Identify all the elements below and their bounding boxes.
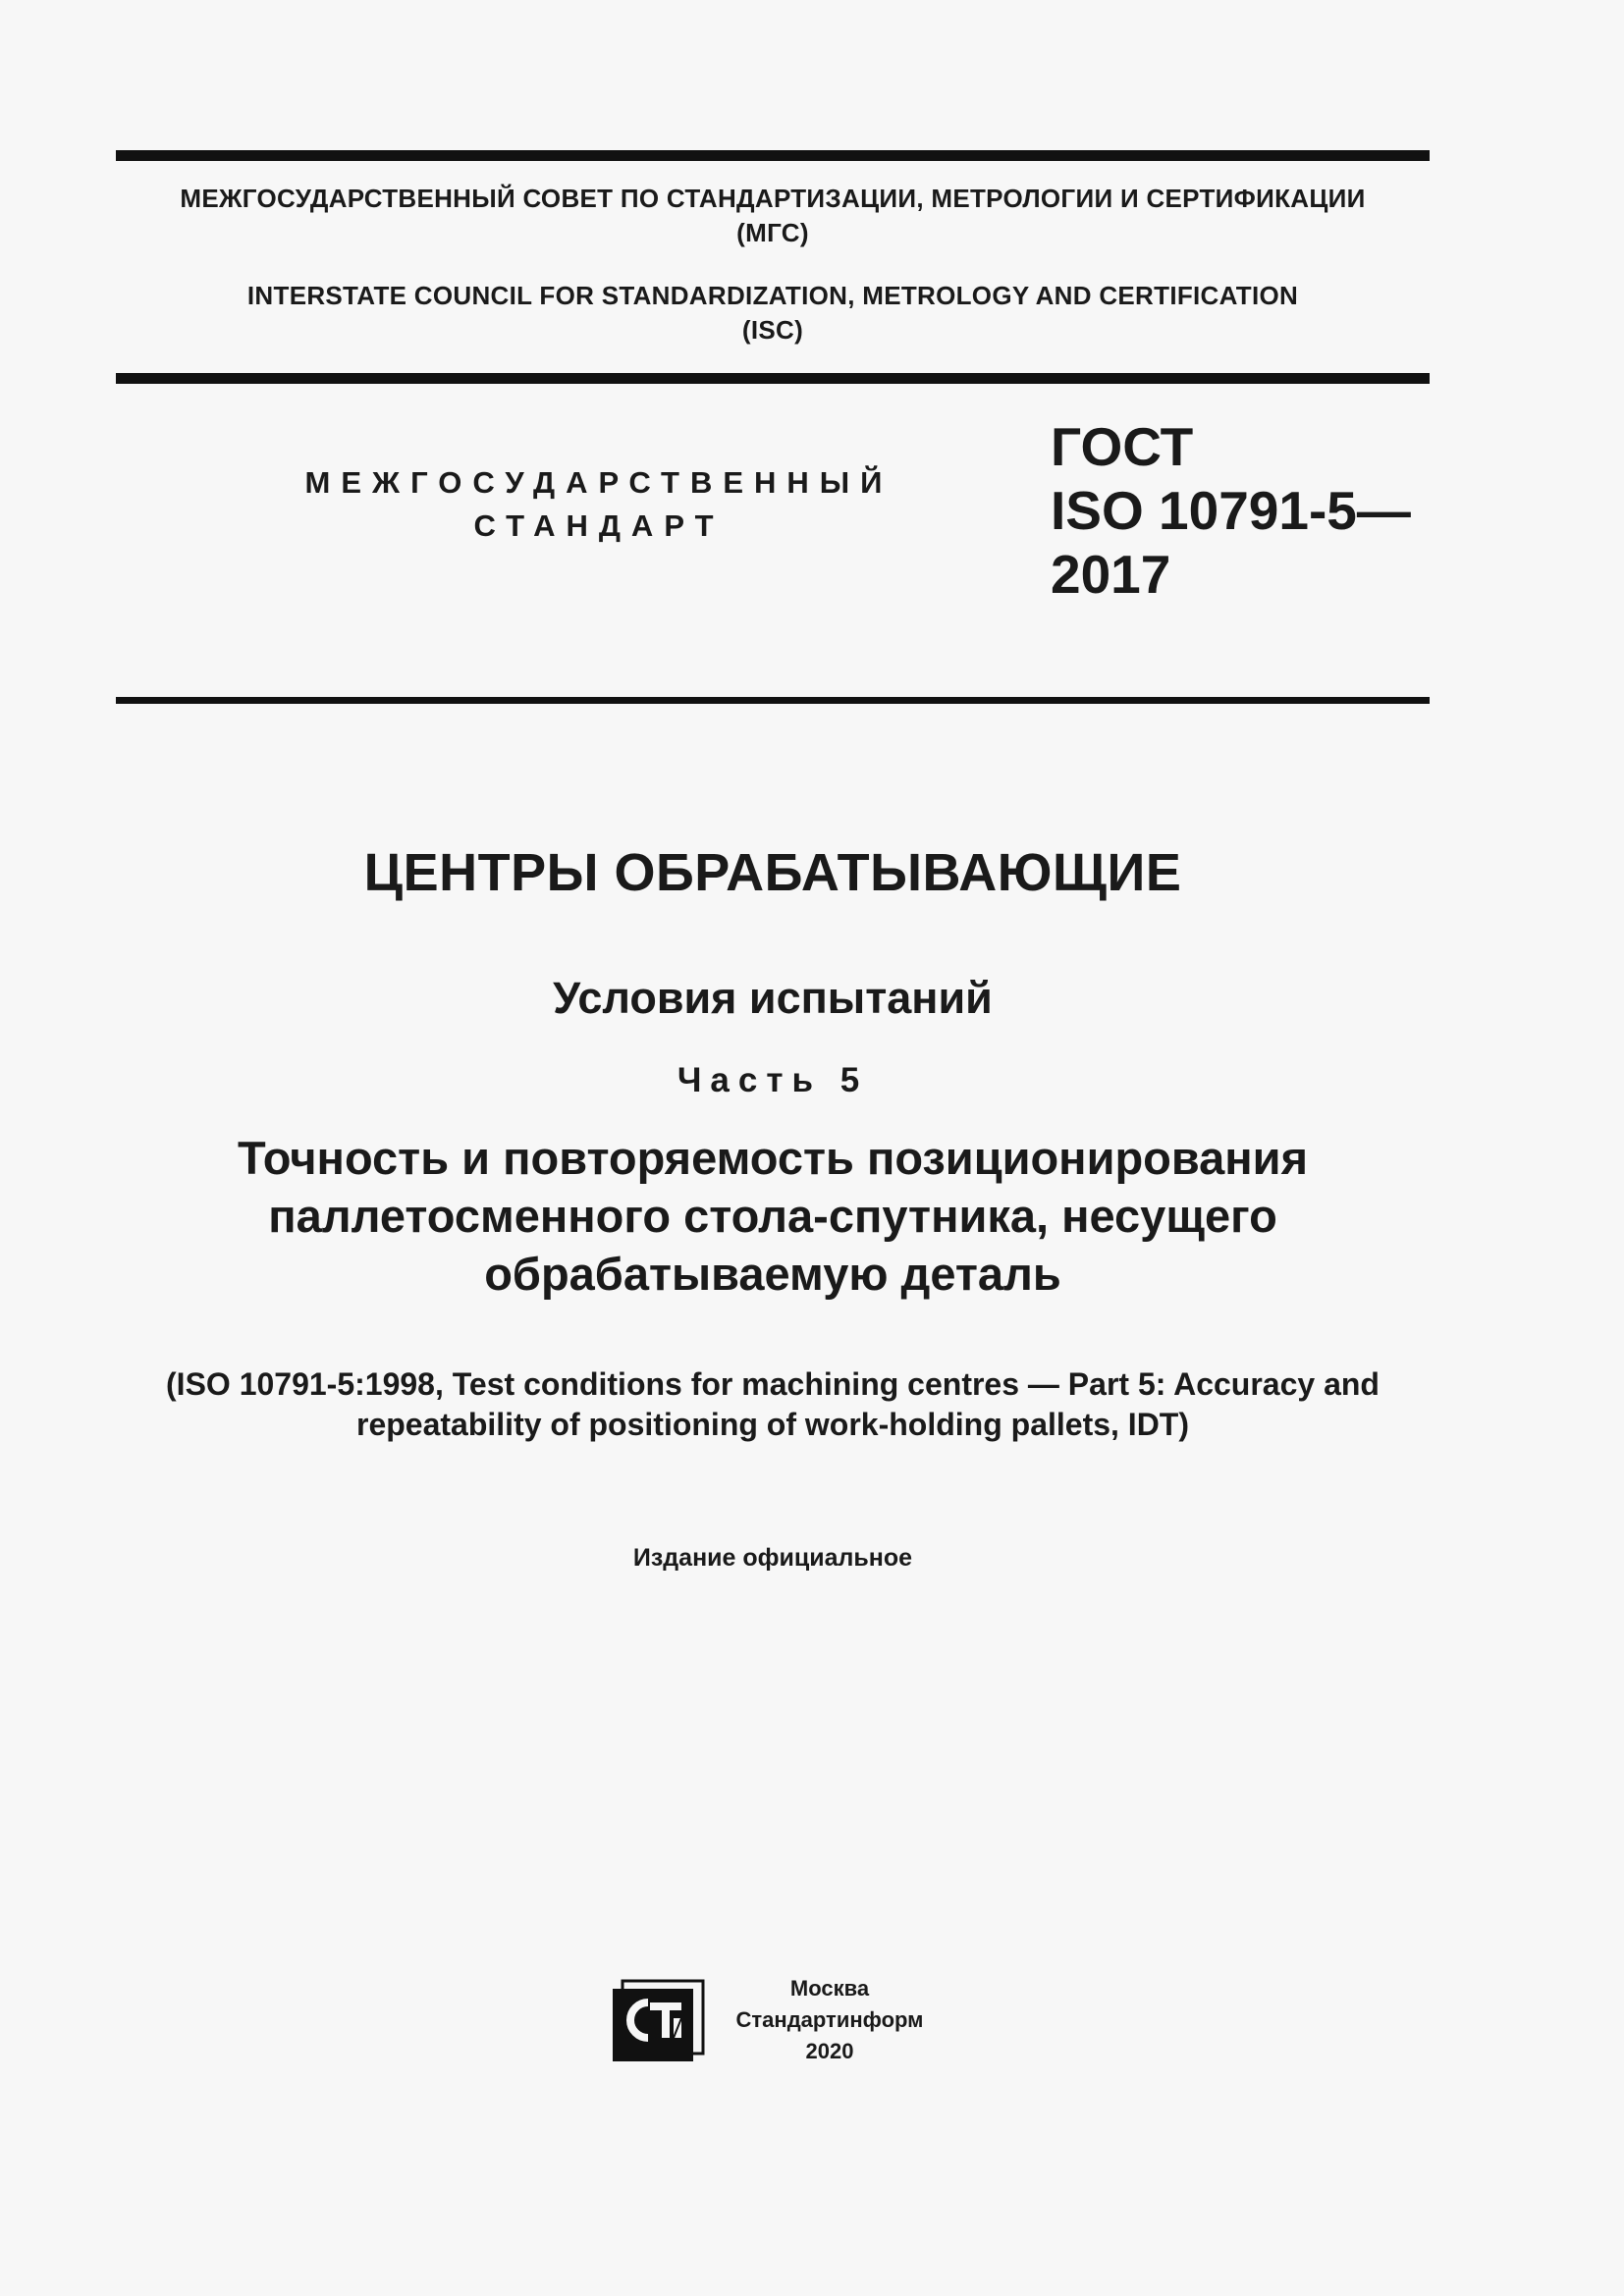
standard-kind-line2: СТАНДАРТ (473, 508, 725, 543)
iso-reference (116, 1364, 1430, 1445)
part-number: Часть 5 (677, 1061, 869, 1099)
standard-designation-line2: ISO 10791-5— (1051, 480, 1411, 541)
part-title-line: паллетосменного стола-спутника, несущего (268, 1190, 1277, 1242)
iso-reference-line: repeatability of positioning of work-holding pallets, IDT) (356, 1407, 1189, 1442)
council-name-ru (116, 182, 1430, 250)
top-rule (116, 150, 1430, 161)
standard-designation-line3: 2017 (1051, 544, 1171, 605)
council-name-en (116, 279, 1430, 347)
document-subtitle: Условия испытаний (553, 973, 993, 1023)
council-name-ru-text: МЕЖГОСУДАРСТВЕННЫЙ СОВЕТ ПО СТАНДАРТИЗАЦИИ, МЕТРОЛОГИИ И СЕРТИФИКАЦИИ (180, 184, 1366, 213)
standard-kind (295, 461, 903, 548)
publisher-name: Стандартинформ (735, 2007, 924, 2032)
document-title: ЦЕНТРЫ ОБРАБАТЫВАЮЩИЕ (363, 843, 1182, 902)
designation-bottom-rule (116, 697, 1430, 704)
council-name-en-text: INTERSTATE COUNCIL FOR STANDARDIZATION, METROLOGY AND CERTIFICATION (246, 281, 1299, 310)
council-abbr-ru: (МГС) (736, 218, 809, 247)
publisher-text (717, 1973, 943, 2067)
part-title (116, 1129, 1430, 1303)
standartinform-logo-icon (609, 1979, 707, 2063)
publisher-block (609, 1973, 962, 2071)
header-bottom-rule (116, 373, 1430, 384)
edition-note: Издание официальное (632, 1544, 913, 1572)
publisher-year: 2020 (805, 2039, 854, 2063)
iso-reference-line: (ISO 10791-5:1998, Test conditions for machining centres — Part 5: Accuracy and (166, 1366, 1380, 1402)
standard-designation-line1: ГОСТ (1051, 416, 1194, 477)
standard-designation (1051, 415, 1424, 607)
council-abbr-en: (ISC) (741, 315, 804, 345)
publisher-city: Москва (789, 1976, 870, 2001)
standard-kind-line1: МЕЖГОСУДАРСТВЕННЫЙ (304, 465, 893, 500)
part-title-line: обрабатываемую деталь (484, 1248, 1061, 1300)
part-title-line: Точность и повторяемость позиционирования (237, 1132, 1309, 1184)
